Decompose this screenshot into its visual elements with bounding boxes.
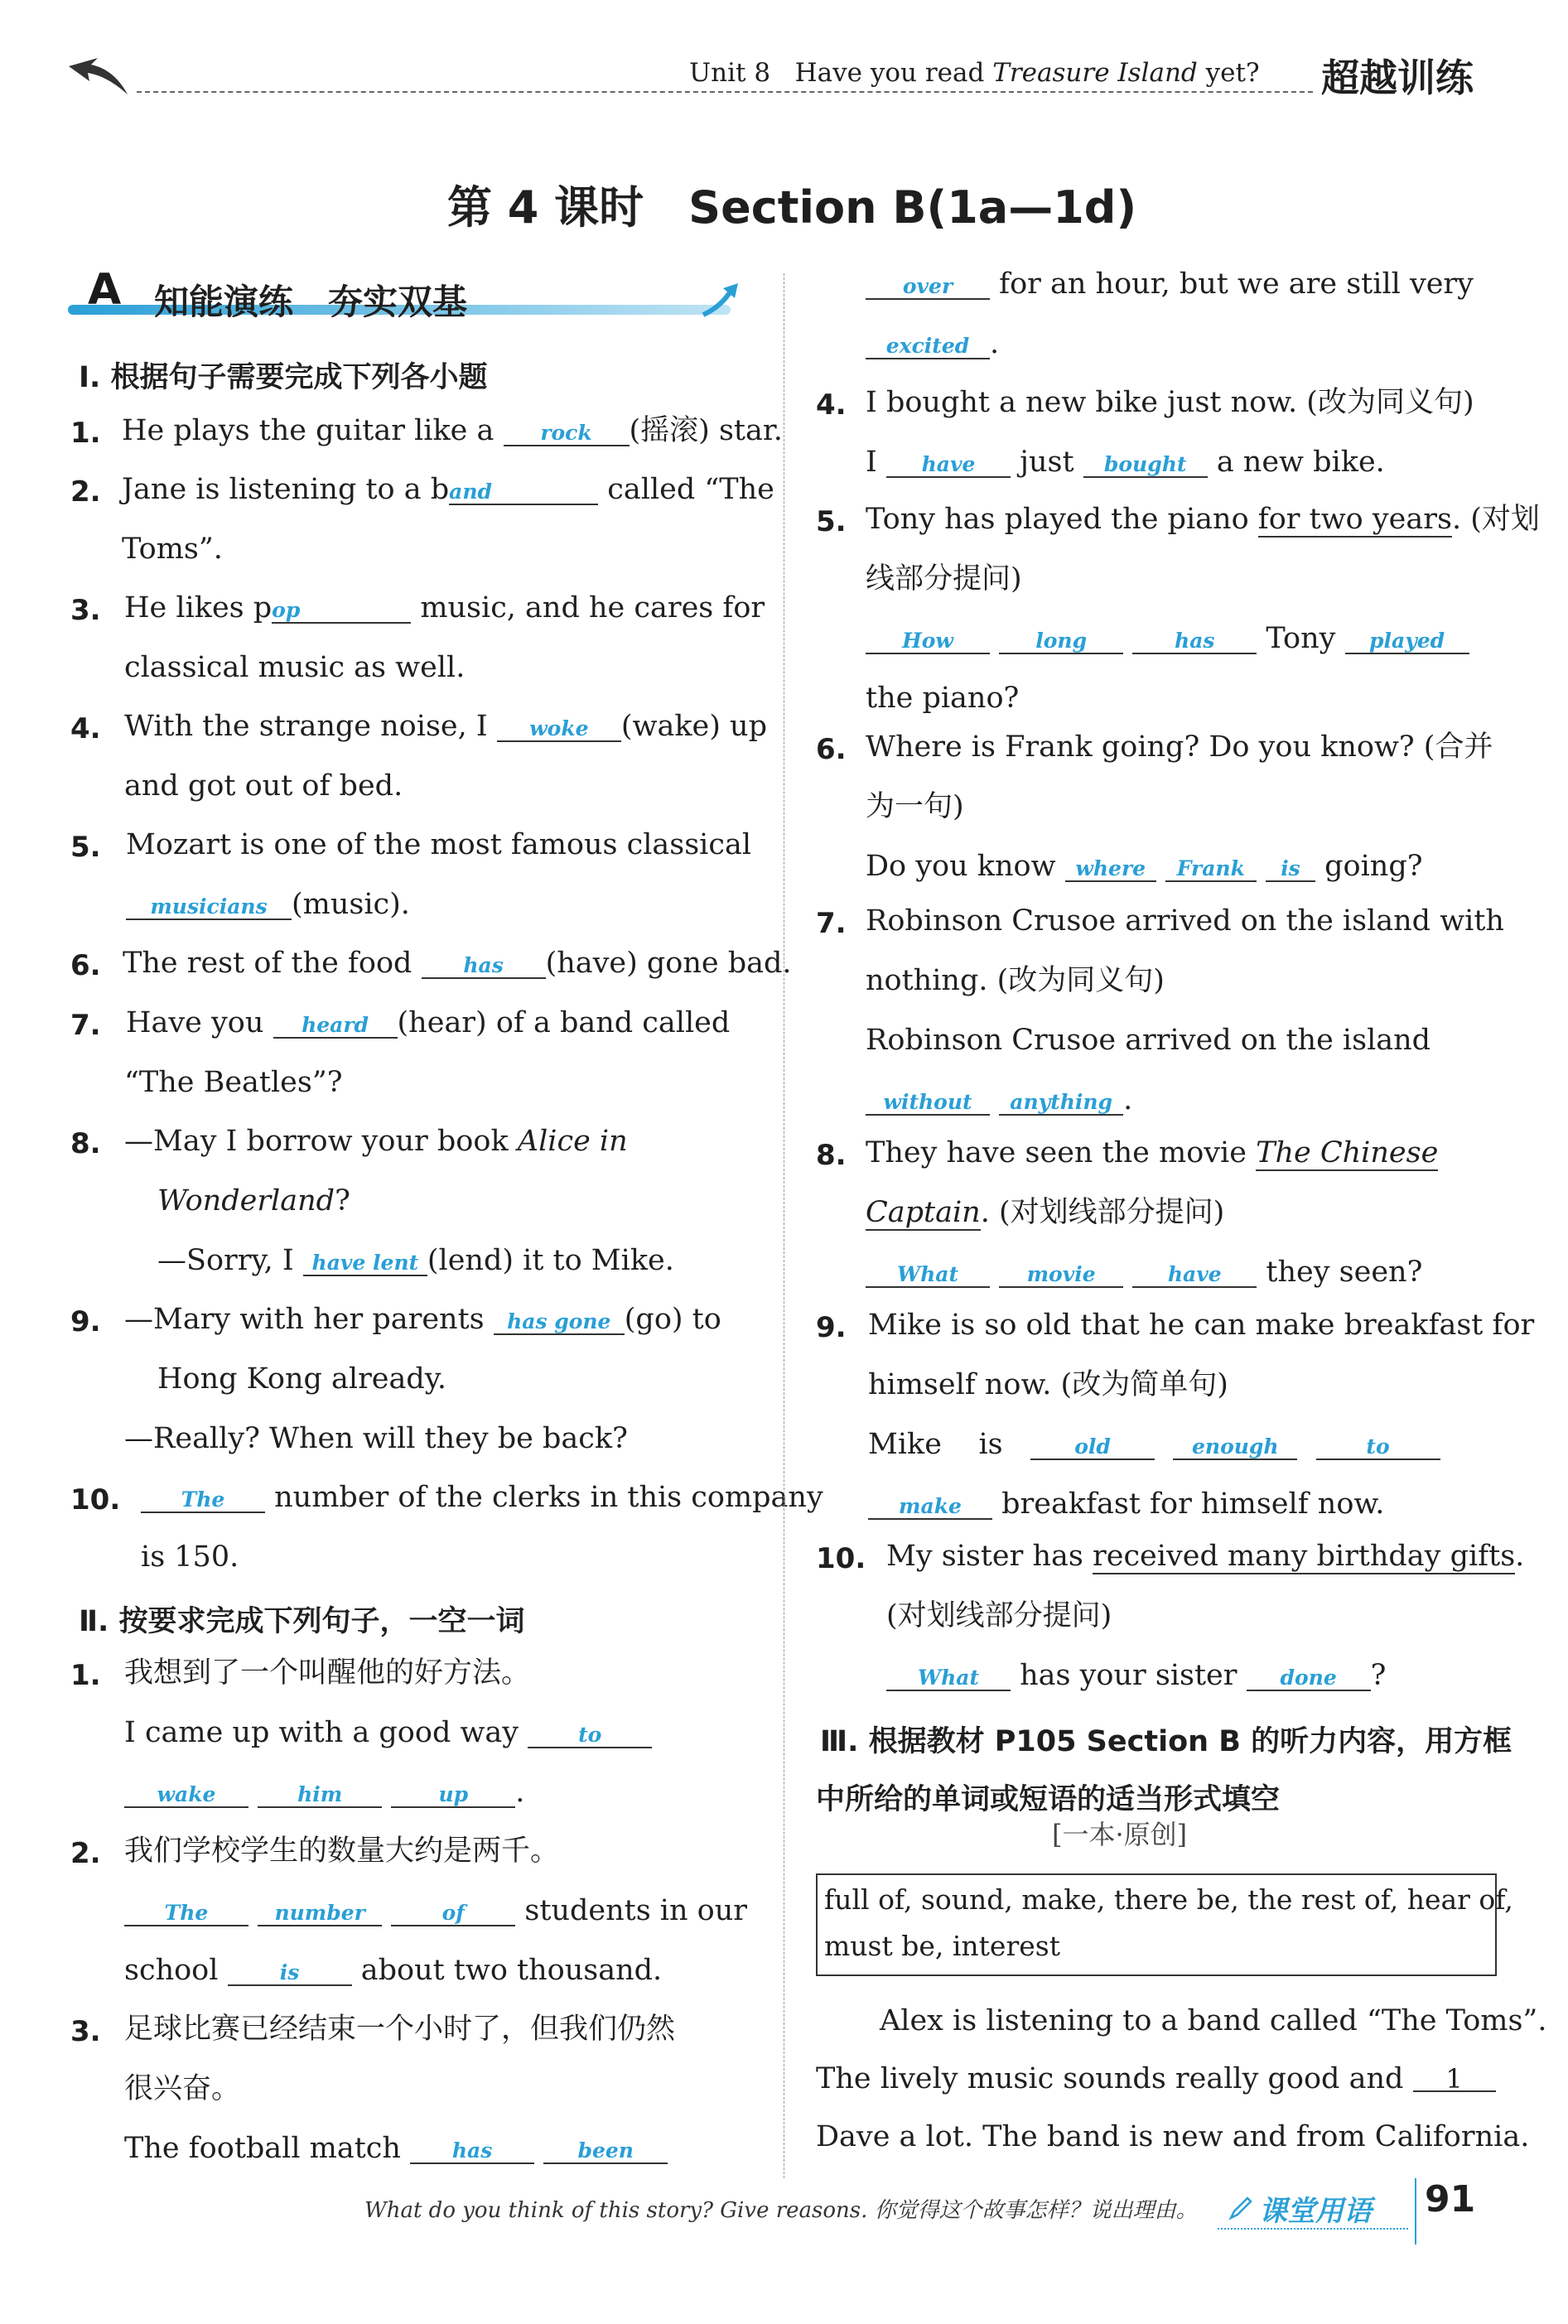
- header-tag: 超越训练: [1321, 55, 1474, 100]
- answer-blank[interactable]: number: [258, 1902, 382, 1926]
- answer-blank[interactable]: movie: [999, 1263, 1123, 1288]
- answer-blank[interactable]: has: [1132, 629, 1257, 654]
- answer-blank[interactable]: has: [410, 2139, 534, 2164]
- answer-blank[interactable]: over: [866, 275, 990, 300]
- answer-blank[interactable]: What: [886, 1666, 1011, 1691]
- answer-blank[interactable]: The: [141, 1488, 265, 1513]
- section-a-letter: A: [88, 265, 122, 315]
- answer-blank[interactable]: where: [1065, 857, 1156, 882]
- answer-blank[interactable]: to: [1316, 1435, 1440, 1460]
- answer-blank[interactable]: him: [258, 1783, 382, 1808]
- answer-blank[interactable]: musicians: [126, 895, 292, 920]
- answer-blank[interactable]: is: [1266, 857, 1315, 882]
- answer-blank[interactable]: up: [391, 1783, 515, 1808]
- word-box: full of, sound, make, there be, the rest of, hear of, must be, interest: [816, 1873, 1497, 1976]
- source-tag: [一本·原创]: [1052, 1819, 1188, 1850]
- part3-heading-1: Ⅲ. 根据教材 P105 Section B 的听力内容，用方框: [820, 1725, 1513, 1758]
- answer-blank[interactable]: What: [866, 1263, 990, 1288]
- answer-blank[interactable]: without: [866, 1091, 990, 1116]
- banner-arrow-icon: [700, 282, 741, 319]
- answer-blank[interactable]: enough: [1173, 1435, 1297, 1460]
- answer-blank[interactable]: 1: [1413, 2067, 1496, 2092]
- answer-blank[interactable]: long: [999, 629, 1123, 654]
- page-number: 91: [1425, 2178, 1476, 2220]
- part2-heading: Ⅱ. 按要求完成下列句子，一空一词: [79, 1605, 525, 1638]
- part3-heading-2: 中所给的单词或短语的适当形式填空: [816, 1783, 1281, 1816]
- footer-tag: 课堂用语: [1259, 2195, 1372, 2228]
- answer-blank[interactable]: excited: [866, 335, 990, 359]
- answer-blank[interactable]: bought: [1083, 453, 1208, 478]
- part1-heading: Ⅰ. 根据句子需要完成下列各小题: [79, 361, 488, 394]
- answer-blank[interactable]: op: [272, 599, 411, 624]
- answer-blank[interactable]: Frank: [1165, 857, 1257, 882]
- answer-blank[interactable]: and: [449, 480, 598, 505]
- arrow-logo-icon: [65, 51, 131, 101]
- answer-blank[interactable]: woke: [497, 717, 621, 742]
- answer-blank[interactable]: to: [528, 1724, 652, 1748]
- answer-blank[interactable]: have: [1132, 1263, 1257, 1288]
- answer-blank[interactable]: has: [422, 954, 546, 979]
- answer-blank[interactable]: has gone: [494, 1310, 625, 1335]
- answer-blank[interactable]: is: [228, 1961, 352, 1986]
- answer-blank[interactable]: rock: [504, 422, 630, 446]
- answer-blank[interactable]: anything: [999, 1091, 1123, 1116]
- answer-blank[interactable]: The: [124, 1902, 248, 1926]
- answer-blank[interactable]: done: [1247, 1666, 1371, 1691]
- answer-blank[interactable]: have: [886, 453, 1011, 478]
- section-a-title: 知能演练 夯实双基: [154, 282, 468, 322]
- answer-blank[interactable]: How: [866, 629, 990, 654]
- answer-blank[interactable]: played: [1345, 629, 1469, 654]
- header-rule: [137, 91, 1313, 93]
- answer-blank[interactable]: old: [1030, 1435, 1155, 1460]
- pencil-icon: [1226, 2195, 1254, 2223]
- answer-blank[interactable]: of: [391, 1902, 515, 1926]
- answer-blank[interactable]: heard: [273, 1014, 398, 1039]
- footer-divider: [1415, 2178, 1416, 2244]
- footer-text: What do you think of this story? Give reasons. 你觉得这个故事怎样？说出理由。: [364, 2198, 1198, 2223]
- lesson-title: 第 4 课时 Section B(1a—1d): [447, 181, 1137, 234]
- answer-blank[interactable]: wake: [124, 1783, 248, 1808]
- answer-blank[interactable]: been: [543, 2139, 668, 2164]
- answer-blank[interactable]: make: [868, 1495, 992, 1520]
- header-unit-title: Unit 8 Have you read Treasure Island yet?: [689, 58, 1260, 88]
- answer-blank[interactable]: have lent: [303, 1251, 427, 1276]
